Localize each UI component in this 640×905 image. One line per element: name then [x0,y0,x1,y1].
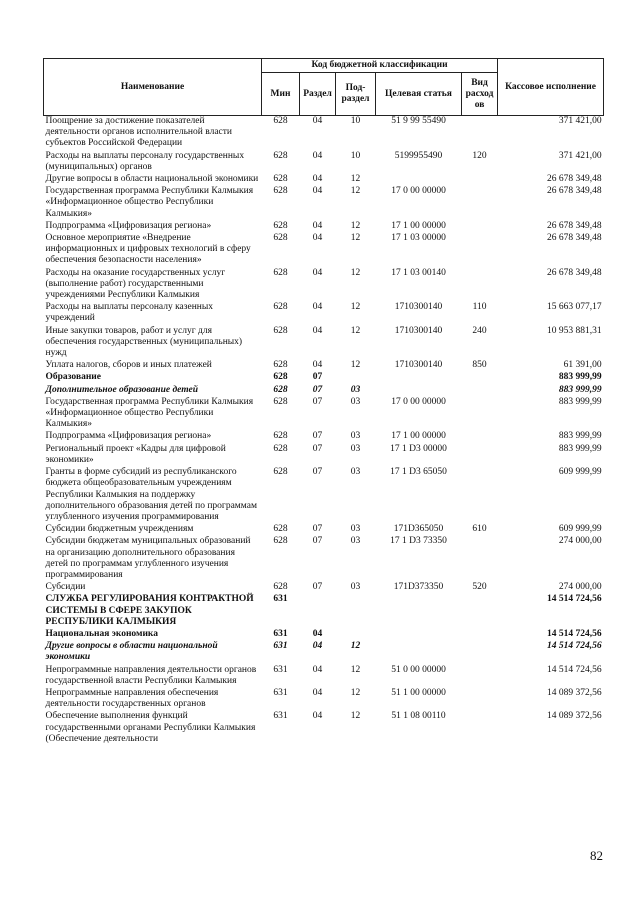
cell-amount: 14 514 724,56 [546,628,602,639]
cell-subsection: 12 [350,233,361,244]
cell-target: 5199955490 [394,150,443,161]
cell-name: Расходы на оказание государственных услуг (выполнение работ) государственными учреждениями Республики Калмыкия [45,267,226,301]
cell-subsection: 12 [350,174,361,185]
cell-min: 631 [273,664,288,675]
cell-subsection: 10 [350,116,361,126]
cell-target [376,372,462,384]
table-row [44,688,604,711]
cell-exptype [462,385,498,397]
table-row [44,665,604,688]
cell-section: 04 [312,233,323,244]
table-row [44,641,604,664]
cell-name: Подпрограмма «Цифровизация региона» [45,431,212,442]
cell-name: Непрограммные направления деятельности органов государственной власти Республики Калмыкия [45,664,257,686]
cell-min: 628 [273,220,288,231]
cell-target [376,594,462,629]
cell-amount: 26 678 349,48 [546,267,602,278]
cell-exptype [462,116,498,151]
cell-section: 04 [312,641,323,652]
table-row [44,444,604,467]
header-min: Мин [262,73,300,116]
table-row [44,302,604,325]
cell-min: 628 [273,443,288,454]
cell-subsection: 10 [350,150,361,161]
cell-name: Субсидии бюджетам муниципальных образований на организацию дополнительного образования детей по программам углубленного изучения программирования [45,536,251,580]
cell-target [376,385,462,397]
cell-min: 631 [273,628,288,639]
cell-exptype [462,688,498,711]
cell-amount: 26 678 349,48 [546,233,602,244]
cell-subsection: 12 [350,302,361,313]
cell-exptype: 610 [472,524,487,535]
cell-name: СЛУЖБА РЕГУЛИРОВАНИЯ КОНТРАКТНОЙ СИСТЕМЫ В СФЕРЕ ЗАКУПОК РЕСПУБЛИКИ КАЛМЫКИЯ [45,594,254,627]
cell-min: 631 [273,687,288,698]
cell-min: 628 [273,372,288,383]
cell-name: Дополнительное образование детей [45,384,199,395]
cell-target: 17 1 03 00140 [391,267,446,278]
cell-target: 51 9 99 55490 [391,116,446,126]
table-row [44,221,604,233]
cell-section: 04 [312,174,323,185]
cell-exptype [462,221,498,233]
cell-amount: 14 514 724,56 [546,641,602,652]
cell-name: Иные закупки товаров, работ и услуг для обеспечения государственных (муниципальных) нужд [45,325,243,359]
cell-min: 628 [273,536,288,547]
cell-name: Гранты в форме субсидий из республиканского бюджета общеобразовательным учреждениям Республики Калмыкия на поддержку дополнительного образования детей по программам углубленного изучения программирования [45,467,257,522]
cell-name: Субсидии [45,582,86,593]
cell-target: 1710300140 [394,360,443,371]
cell-section: 07 [312,582,323,593]
cell-target: 17 1 D3 73350 [390,536,447,547]
cell-target [376,174,462,186]
cell-subsection: 03 [350,396,361,407]
header-amount: Кассовое исполнение [498,59,604,116]
cell-name: Непрограммные направления обеспечения деятельности государственных органов [45,687,219,710]
cell-amount: 14 089 372,56 [546,687,602,698]
cell-subsection: 12 [350,664,361,675]
cell-name: Обеспечение выполнения функций государственными органами Республики Калмыкия (Обеспечение деятельности [45,711,256,744]
cell-exptype [462,594,498,629]
cell-min: 628 [273,174,288,185]
cell-min: 628 [273,150,288,161]
cell-exptype: 240 [472,325,487,336]
table-body [44,116,604,746]
cell-min: 628 [273,325,288,336]
cell-amount: 61 391,00 [563,360,602,371]
cell-section: 07 [312,431,323,442]
cell-amount: 371 421,00 [558,116,602,126]
cell-exptype [462,186,498,221]
cell-section: 04 [312,628,323,639]
cell-exptype: 520 [472,582,487,593]
cell-subsection: 12 [350,687,361,698]
cell-target [376,641,462,664]
cell-amount: 883 999,99 [558,384,602,395]
cell-exptype: 850 [472,360,487,371]
cell-min: 628 [273,267,288,278]
cell-exptype [462,641,498,664]
table-row [44,582,604,594]
table-row [44,233,604,268]
cell-target: 1710300140 [394,325,443,336]
table-row [44,536,604,582]
cell-exptype [462,444,498,467]
table-row [44,268,604,303]
cell-subsection: 12 [350,220,361,231]
cell-amount: 883 999,99 [558,431,602,442]
cell-section: 04 [312,687,323,698]
cell-subsection: 12 [350,641,361,652]
cell-amount: 14 514 724,56 [546,594,602,605]
table-row [44,594,604,629]
cell-amount: 15 663 077,17 [546,302,602,313]
cell-subsection [336,372,376,384]
cell-amount: 609 999,99 [558,524,602,535]
cell-subsection: 03 [350,467,361,478]
table-header [44,59,604,116]
cell-amount: 26 678 349,48 [546,186,602,197]
cell-name: Основное мероприятие «Внедрение информационных и цифровых технологий в сферу обеспечения безопасности населения» [45,233,251,266]
table-row [44,372,604,384]
cell-name: Другие вопросы в области национальной экономики [45,641,218,663]
cell-section: 07 [312,524,323,535]
cell-section: 07 [312,384,323,395]
table-row [44,711,604,746]
cell-exptype: 120 [472,150,487,161]
cell-section: 04 [312,325,323,336]
cell-amount: 26 678 349,48 [546,220,602,231]
cell-name: Субсидии бюджетным учреждениям [45,524,194,535]
page-number: 82 [590,848,603,863]
cell-subsection [336,629,376,641]
cell-section: 07 [312,396,323,407]
cell-amount: 274 000,00 [558,582,602,593]
table-row [44,186,604,221]
cell-subsection: 12 [350,711,361,722]
table-row [44,151,604,174]
cell-min: 628 [273,431,288,442]
cell-min: 628 [273,582,288,593]
cell-subsection: 03 [350,443,361,454]
cell-amount: 883 999,99 [558,443,602,454]
cell-section: 04 [312,186,323,197]
cell-amount: 371 421,00 [558,150,602,161]
header-name: Наименование [44,59,262,116]
cell-name: Региональный проект «Кадры для цифровой экономики» [45,443,226,465]
cell-subsection: 12 [350,267,361,278]
cell-exptype [462,431,498,443]
budget-table [43,58,604,746]
cell-subsection: 03 [350,431,361,442]
cell-subsection: 12 [350,360,361,371]
cell-min: 628 [273,116,288,126]
cell-amount: 10 953 881,31 [546,325,602,336]
cell-exptype [462,711,498,746]
cell-target: 171D373350 [393,582,444,593]
cell-name: Другие вопросы в области национальной экономики [45,174,259,185]
cell-amount: 883 999,99 [558,396,602,407]
cell-name: Уплата налогов, сборов и иных платежей [45,360,212,371]
header-kbk: Код бюджетной классификации [262,59,498,73]
cell-section: 04 [312,711,323,722]
table-row [44,360,604,372]
cell-target: 51 0 00 00000 [391,664,446,675]
cell-name: Национальная экономика [45,628,159,639]
cell-min: 631 [273,711,288,722]
cell-exptype [462,372,498,384]
cell-target: 17 1 00 00000 [391,220,446,231]
table-row [44,326,604,361]
cell-exptype [462,467,498,524]
cell-section: 07 [312,372,323,383]
cell-section: 04 [312,664,323,675]
header-exptype: Вид расход ов [462,73,498,116]
cell-exptype [462,629,498,641]
cell-min: 628 [273,233,288,244]
cell-min: 628 [273,360,288,371]
cell-exptype: 110 [472,302,487,313]
cell-subsection: 03 [350,536,361,547]
cell-min: 628 [273,524,288,535]
table-row [44,524,604,536]
header-section: Раздел [300,73,336,116]
table-row [44,431,604,443]
cell-exptype [462,536,498,582]
cell-exptype [462,268,498,303]
cell-target: 17 1 D3 00000 [390,443,447,454]
cell-amount: 274 000,00 [558,536,602,547]
table-row [44,467,604,524]
cell-amount: 14 089 372,56 [546,711,602,722]
cell-exptype [462,397,498,432]
cell-target: 51 1 08 00110 [391,711,446,722]
cell-target: 17 1 03 00000 [391,233,446,244]
cell-subsection: 12 [350,325,361,336]
cell-section: 04 [312,360,323,371]
table-row [44,174,604,186]
cell-min: 628 [273,302,288,313]
cell-amount: 26 678 349,48 [546,174,602,185]
cell-min: 628 [273,186,288,197]
cell-section: 07 [312,443,323,454]
cell-section: 07 [312,467,323,478]
cell-section: 04 [312,267,323,278]
cell-subsection [336,594,376,629]
cell-target [376,629,462,641]
cell-exptype [462,233,498,268]
cell-name: Расходы на выплаты персоналу государственных (муниципальных) органов [45,150,245,172]
cell-subsection: 03 [350,582,361,593]
cell-min: 628 [273,384,288,395]
cell-section: 04 [312,116,323,126]
cell-target: 171D365050 [393,524,444,535]
cell-target: 1710300140 [394,302,443,313]
table-row [44,629,604,641]
header-target: Целевая статья [376,73,462,116]
cell-name: Государственная программа Республики Калмыкия «Информационное общество Республики Калмыкия» [45,396,254,430]
cell-target: 17 1 00 00000 [391,431,446,442]
table-row [44,397,604,432]
table-row [44,385,604,397]
cell-section: 04 [312,302,323,313]
cell-name: Расходы на выплаты персоналу казенных учреждений [45,302,214,324]
cell-min: 631 [273,641,288,652]
cell-target: 17 0 00 00000 [391,396,446,407]
cell-min: 631 [273,594,288,605]
cell-target: 17 1 D3 65050 [390,467,447,478]
cell-exptype [462,174,498,186]
cell-target: 51 1 00 00000 [391,687,446,698]
cell-section: 07 [312,536,323,547]
header-subsection: Под-раздел [336,73,376,116]
cell-name: Поощрение за достижение показателей деятельности органов исполнительной власти субъектов Российской Федерации [45,116,232,149]
cell-target: 17 0 00 00000 [391,186,446,197]
cell-amount: 883 999,99 [558,372,602,383]
cell-exptype [462,665,498,688]
cell-section: 04 [312,220,323,231]
cell-name: Государственная программа Республики Калмыкия «Информационное общество Республики Калмыкия» [45,186,254,219]
cell-subsection: 03 [350,384,361,395]
table-row [44,116,604,151]
cell-amount: 609 999,99 [558,467,602,478]
cell-subsection: 03 [350,524,361,535]
cell-min: 628 [273,396,288,407]
cell-amount: 14 514 724,56 [546,664,602,675]
cell-min: 628 [273,467,288,478]
cell-section: 04 [312,150,323,161]
cell-name: Образование [45,372,101,383]
cell-section [300,594,336,629]
cell-name: Подпрограмма «Цифровизация региона» [45,220,212,231]
cell-subsection: 12 [350,186,361,197]
